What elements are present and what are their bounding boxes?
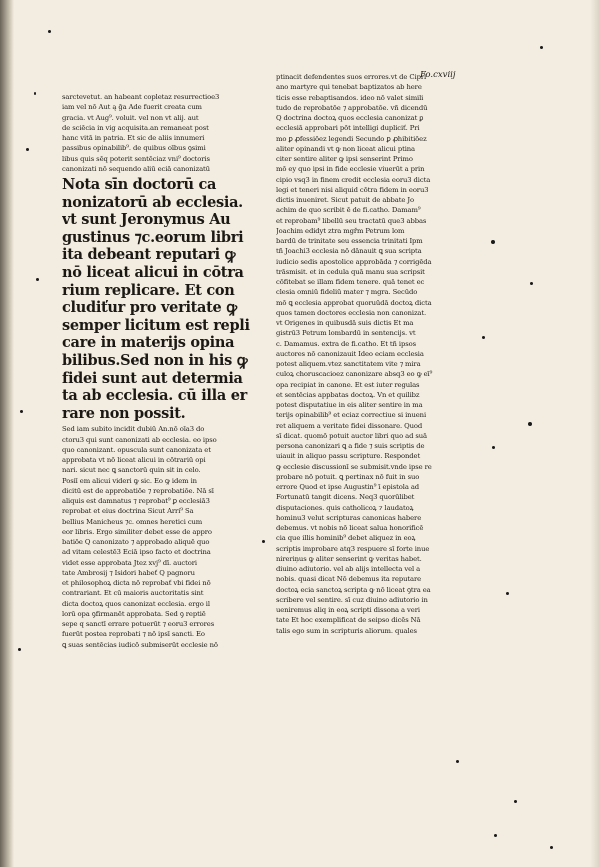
text-line: trāsmisit. et in cedula quā manu sua scripsit [276,267,425,276]
text-line: legi et teneri nisi aliquid cōtra fidem in eoru3 [276,185,429,194]
text-line: c. Damamus. extra de fi.catho. Et tñ ipsos [276,339,416,348]
text-line: Sed iam subito incidit dubiū An.nō oīa3 do [62,425,205,434]
text-line: nireriņus ꝙ aliter senserint ꝙ veritas habet. [276,554,422,563]
text-line: Q doctrina doctoꝝ quos ecclesia canonizat ꝑ [276,114,424,122]
text-line: libus quis sēq poterit sentēciaz vni⁹ doctoris [62,154,210,163]
text-line: approbata vt nō liceat alicui in cōtrariū opi [62,456,206,465]
text-line: aliter opinandi vt ꝙ non liceat alicui ptina [276,144,416,153]
text-line: Joachim edidyt ztra mgřm Petrum lom [276,226,405,235]
text-line: scribere vel sentire. sī cuz diuino adiutorio in [276,595,428,604]
text-line: Nota sīn doctorū ca [62,176,217,193]
text-line: ptinacit defendentes suos errores.vt de Cipri [276,73,427,81]
text-line: Fortunatū tangit dicens. Neq3 quorūlibet [276,493,415,502]
page-edge [590,0,600,867]
text-line: ita debeant reputari ꝙ [62,246,236,264]
text-line: ret aliquem a veritate fidei dissonare. Quod [276,421,423,430]
text-line: mō ꝗ ecclesia approbat quoruūdā doctoꝝ dicta [276,298,432,307]
text-line: ꝗ suas sentēcias iudicō submiserūt ecclesie nō [62,640,218,649]
dust-speck [18,648,21,651]
text-line: gracia. vt Aug⁹. voluit. vel non vt alij. aut [62,113,199,122]
dust-speck [262,540,265,543]
dust-speck [26,148,29,151]
text-line: eor libris. Ergo similiter debet esse de appro [62,527,212,536]
page-gutter-shadow [0,0,14,867]
text-line: tñ Joachi3 ecclesia nō dānauit ꝗ sua scripta [276,247,422,256]
dust-speck [540,46,543,49]
dust-speck [491,240,495,244]
text-line: cōfitebat se illam fidem tenere. quā tenet ec [276,278,425,286]
text-line: talis ego sum in scripturis aliorum. quales [276,626,417,635]
text-line: de sciēcia in vig acquisita.an remaneat post [62,123,209,132]
text-line: gustinus ⁊c.eorum libri [62,228,244,246]
text-line: dicta doctoꝝ quos canonizat ecclesia. ergo il [62,599,210,608]
text-line: aliquis est damnatus ⁊ reprobat⁹ ꝑ ecclesiā3 [62,497,210,506]
right-body-paragraph [276,72,484,636]
left-column [62,92,262,650]
text-line: et sentēcias appbatas doctoꝝ. Vn et quilibz [276,390,420,399]
text-line: probare nō potuit. ꝗ pertinax nō fuit in suo [276,472,420,481]
dust-speck [20,410,23,413]
text-line: debemus. vt nobis nō liceat salua honorificē [276,524,424,532]
text-line: lorū opa ꝯfirmanēt approbata. Sed ꝯ reptiē [62,609,206,618]
text-line: doctoꝝ ecia sanctoꝝ scripta ꝙ nō liceat ꝯtra ea [276,585,431,594]
text-line: errore Quod et ipse Augustin⁹ ī epistola ad [276,483,420,491]
right-column [276,72,484,636]
text-line: uiauit in aliquo passu scripture. Respondet [276,452,421,461]
text-line: batiōe Q canonizato ⁊ approbado aliquē quo [62,538,210,547]
text-line: bellius Manicheus ⁊c. omnes heretici cum [62,517,203,526]
text-line: reprobat et eius doctrina Sicut Arri⁹ Sa [62,507,194,516]
text-line: ꝙ ecclesie discussionī se submisit.vnde ipse re [276,462,432,471]
text-line: cipio vsq3 in finem credit ecclesia eoru3 dicta [276,175,431,184]
left-top-paragraph [62,92,262,174]
text-line: rium replicare. Et con [62,281,235,299]
text-line: contrariant. Et cū maioris auctoritatis sint [62,589,204,598]
text-line: sepe q sanctī errare potuerūt ⁊ eoru3 errores [62,620,215,629]
text-line: ad vitam celestē3 Eciā ipso facto et doctrina [62,548,211,557]
text-line: ctoru3 qui sunt canonizati ab ecclesia. eo ipso [62,435,217,444]
text-line: nō liceat alicui in cōtra [62,263,244,281]
text-line: bilibus.Sed non in his ꝙ [62,351,248,369]
text-line: ecclesiā approbari pōt intelligi dupliciť. Pri [276,124,420,133]
text-line: potest aliquem.vtez sanctitatem vite ⁊ mira [276,360,421,368]
text-line: gistrū3 Petrum lombardū in sentencijs. vt [276,329,416,338]
text-line: nari. sicut nec ꝗ sanctorū quin sit in celo. [62,466,201,475]
text-line: ano martyre qui tenebat baptizatos ab here [276,83,422,92]
text-line: persona canonizari ꝗ a fide ⁊ suis scriptis de [276,442,425,450]
text-line: diuino adiutorio. vel ab alijs intellecta vel a [276,565,421,573]
text-line: hanc vitā in patria. Et sic de aliis innumeri [62,134,205,142]
text-line: passibus opinabilib⁹. de quibus oībus ꝯsimi [62,144,206,153]
text-line: scriptis improbare atq3 respuere sī forte inue [276,544,430,553]
text-line: tate Et hoc exemplificat de seipso dicēs Nā [276,616,421,625]
dust-speck [494,834,497,837]
dust-speck [36,278,39,281]
text-line: culoꝝ choruscacioez canonizare absq3 eo ꝙ eī⁹ [276,370,433,379]
text-line: et philosophoꝝ dicta nō reprobať vbi fidei nō [62,579,211,588]
text-line: cia que illis hominib⁹ debet aliquez in eoꝝ [276,534,416,543]
dust-speck [482,336,485,339]
text-line: terijs opinabilib⁹ et eciaz correctiue si inueni [276,411,427,420]
text-line: hominu3 velut scripturas canonicas habere [276,513,422,522]
text-line: iudicio sedis apostolice approbāda ⁊ corrigēda [276,257,432,266]
text-line: achim de quo scribit ē de fi.catho. Damam⁹ [276,206,421,215]
text-line: semper licitum est repli [62,316,250,334]
text-line: auctores nō canonizauit Ideo eciam ecclesia [276,349,424,358]
text-line: mō ey quo ipsi in fide ecclesie viuerūt a prin [276,165,425,174]
text-line: dictis inueniret. Sicut patuit de abbate Jo [276,196,414,204]
text-line: potest disputatiue in eis aliter sentire in ma [276,401,423,409]
text-line: videt esse approbata Jtez xvj⁹ dī. auctori [62,558,197,567]
text-line: care in materijs opina [62,334,235,352]
dust-speck [456,760,459,763]
text-line: citer sentire aliter ꝙ ipsi senserint Primo [276,155,413,163]
left-heading-block [62,176,262,422]
text-line: sarctevetut. an habeant copletaz resurrectioe3 [62,93,220,101]
text-line: clesia omniū fideliū mater ⁊ mgra. Secūdo [276,288,418,297]
left-bottom-paragraph [62,424,262,650]
dust-speck [506,592,509,595]
text-line: vt sunt Jeronymus Au [62,211,231,229]
text-line: Posiī em alicui videri ꝙ sic. Eo ꝙ idem in [62,476,197,485]
text-line: vt Origenes in quibusdā suis dictis Et ma [276,319,414,327]
text-line: dicitū est de approbatiōe ⁊ reprobatiōe. Nā sī [62,486,214,495]
text-line: nonizatorū ab ecclesia. [62,193,243,211]
text-line: et reprobam⁹ libellū seu tractatū que3 abbas [276,216,427,225]
text-line: disputaciones. quis catholicoꝝ ⁊ laudatoꝝ [276,503,414,512]
dust-speck [34,92,36,95]
text-line: sī dicat. quomō potuit auctor libri quo ad suā [276,431,428,440]
text-line: bardū de trinitate seu essencia trinitati Ipm [276,237,423,245]
text-line: iam vel nō Aut ą ḡa Ade fuerit creata cum [62,103,202,112]
text-line: rare non possit. [62,404,186,422]
dust-speck [514,800,517,803]
text-line: ueniremus aliq in eoꝝ scripti dissona a veri [276,606,420,614]
text-line: tudo de reprobatōe ⁊ approbatōe. vñ dicendū [276,103,428,112]
text-line: quo canonizant. opuscula sunt canonizata et [62,445,211,454]
dust-speck [528,422,532,426]
dust-speck [48,30,51,33]
running-head: Fo.cxviij [420,70,456,80]
text-line: fidei sunt aut determia [62,369,243,387]
text-line: quos tamen doctores ecclesia non canonizat. [276,308,427,317]
text-line: mo ꝑ ꝓfessiōez legendi Secundo ꝑ ꝓhibitiōez [276,134,427,143]
text-line: opa recipiat in canone. Et est iuter regulas [276,380,420,389]
dust-speck [492,446,495,449]
dust-speck [550,846,553,849]
dust-speck [530,282,533,285]
text-line: tate Ambrosij ⁊ Isidori habeť Q pagnoru [62,568,195,577]
text-line: ta ab ecclesia. cū illa er [62,387,247,405]
text-line: canonizati nō sequendo aliū eciā canonizatū [62,164,210,173]
text-line: ticis esse rebaptisandos. ideo nō valet simili [276,93,424,102]
text-line: fuerūt postea reprobati ⁊ nō ipsī sancti. Eo [62,630,205,639]
text-line: nobis. quasi dicat Nō debemus ita reputare [276,575,422,584]
text-line: cludiťur pro veritate ꝙ [62,299,237,317]
